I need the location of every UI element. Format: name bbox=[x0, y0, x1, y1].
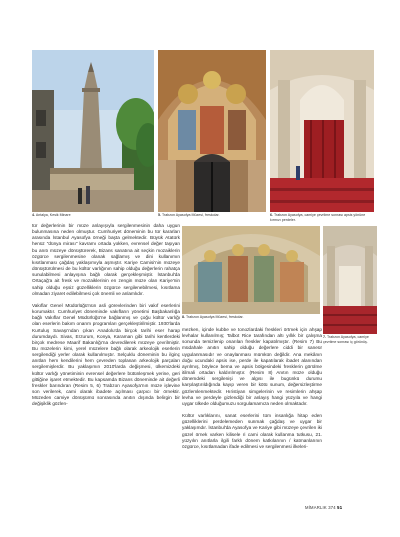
photo-fresco-vault bbox=[182, 226, 320, 314]
text-column-1 bbox=[32, 223, 180, 408]
caption-6: 6. Trabzon Ayasofya, camiye çevrilme sonrası apsis yönüne kırmızı perdeler. bbox=[270, 213, 366, 222]
photo-interior-curtains bbox=[270, 50, 374, 212]
paragraph: Kültür varlıklarını, sanat eserlerini tüm insanlığa hitap eden güzelliklerini perdelemeden sunmak çağdaş ve uygar bir yaklaşımdır. İstanbul'da Ayasofya ve Kariye gibi müzeye çevrilen iki güzel örnek varken kilisele ri cami olarak kullanma tutkusu, 21. yüzyılın anıtlarla ilgili farklı dönem katkılarının / katmanlarının özgürce, kısıtlamadan ifade edilmesi ve sergilenmesi ilkeleri- bbox=[182, 413, 322, 449]
paragraph: mezken, içinde kubbe ve tonozlardaki freskleri örtmek için ahşap levhalar kullanılmış; Talbot Rice tarafından altı yıllık bir çalışma sonunda temizlenip onarılan freskler kapatılmıştır. (Resim 7) Bu müdahale anıtın sahip olduğu değerlere ciddi bir saneür uygulanmasıdır ve onaylanması mümkün değildir. Ana mekânın doğu ucundaki apsis ise, perde ile kapatılarak ibadet alanından ayrılmış, böylece bema ve apsis bölgesindeki fresklerin görülme itilmali ortadan kaldırılmıştır. (Resim 8) Anıtın müze olduğu dönemdeki sergilenişi ve algısı ile bugünkü durumu karşılaştırıldığında kayıp veren bir kötü sunum, değersizleştirme gözlemlenmektedir. Hıristiyan simgelerinin ve resimlerin ahşap levha ve perdeyle gizlendiği bir anlayış hangi yüzyıla ve hangi uygar ülkede olduğumuzu sorgulamamıza neden olmaktadır. bbox=[182, 327, 322, 406]
caption-8: 8. Trabzon Ayasofya Müzesi, freskolar. bbox=[182, 315, 244, 319]
text-column-2 bbox=[182, 327, 322, 450]
paragraph: tür değerlerinin bir müze anlayışıyla sergilenmesinin daha uygun bulunmasına neden olmuştur. Cumhuriyet döneminin bu tür kararları arasında İstanbul Ayasofya örneği başta gelmektedir. Büyük Atatürk henüz "dünya mirası" kavramı ortada yokken, evrensel değer taşıyan bu anıtı müzeye dönüştürerek, Bizans sanatına ait seçkin mozaiklerin özgürce sergilenmesine olanak sağlamış ve dini kullanımın kısıtlanması çağdaş yaklaşımıyla aşmıştır. Kariye Camisi'nin müzeye dönüştürülmesi de bu kültür varlığının sahip olduğu değerlerin rahatça sunulabilmesi anlayışına bağlı olarak gerçekleşmiştir. İstanbul'da Ortaçağ'a ait fresk ve mozaiklerinin en zengin müze olan Kariye'nin sahip olduğu eşsiz güzelliklerin özgürce sergilenebilmesi, kısıtlama olmadan ziyaret edilebilmesi çok önemli ve anlamlıdır. bbox=[32, 223, 180, 296]
page-number: 51 bbox=[337, 505, 343, 510]
page-footer bbox=[305, 505, 342, 510]
paragraph: Vakıflar Genel Müdürlüğü'nün asli görevlerinden biri vakıf eserlerini korumaktır. Cumhuriyet döneminde vakıfların yönetimi Başbakanlığa bağlı Vakıflar Genel Müdürlüğü'ne bağlanmış ve çoğu kültür varlığı olan eserlerin bakım onarım programları gerçekleştirilmiştir. 1930'larda Kurtuluş Savaşı'ndan çıkan Anadolu'da birçok tarihi eser harap durumdaydı. Sivas, Erzurum, Konya, Karaman gibi tarihi kentlerdeki birçok medrese Maarif Bakanlığı'na devredilerek müzeye çevrilmiştir. Bu müzelerin kimi, yerel müzelere bağlı olarak arkeolojik eserlerin sergilendiği yerler olarak kullanılmıştır. Selçuklu döneminin bu ilginç anıtları hem kendilerini hem çevreden toplanan arkeolojik parçaları sergilemişlerdir. Bu yaklaşımın 2010'larda değişmesi, ülkemizdeki kültür varlığı yönetiminin evrensel değerlere bütünleşmek yerine, geri gittiğine işaret etmektedir. Bu kapsamda Bizans döneminde ait değerli freskler barındıran (Resim 5, 6) Trabzon Ayasofya'nın müze işlevine son verilerek, cami olarak ibadete açılması çarpıcı bir örnektir. Müzeden camiye dönüşümü sonrasında anıtın dışında belirgin bir değişiklik gözlen- bbox=[32, 302, 180, 407]
caption-5: 5. Trabzon Ayasofya Müzesi, freskolar. bbox=[158, 213, 220, 217]
photo-kesik-minare bbox=[32, 50, 154, 212]
caption-4: 4. Antalya, Kesik Minare bbox=[32, 213, 71, 217]
photo-fresco-dome bbox=[158, 50, 266, 212]
photo-interior-carpet bbox=[323, 226, 377, 334]
caption-7: 7. Trabzon Ayasofya, camiye çevrilme sonrası iç görünüş. bbox=[323, 335, 369, 344]
magazine-issue: MİMARLIK 374 bbox=[305, 505, 336, 510]
